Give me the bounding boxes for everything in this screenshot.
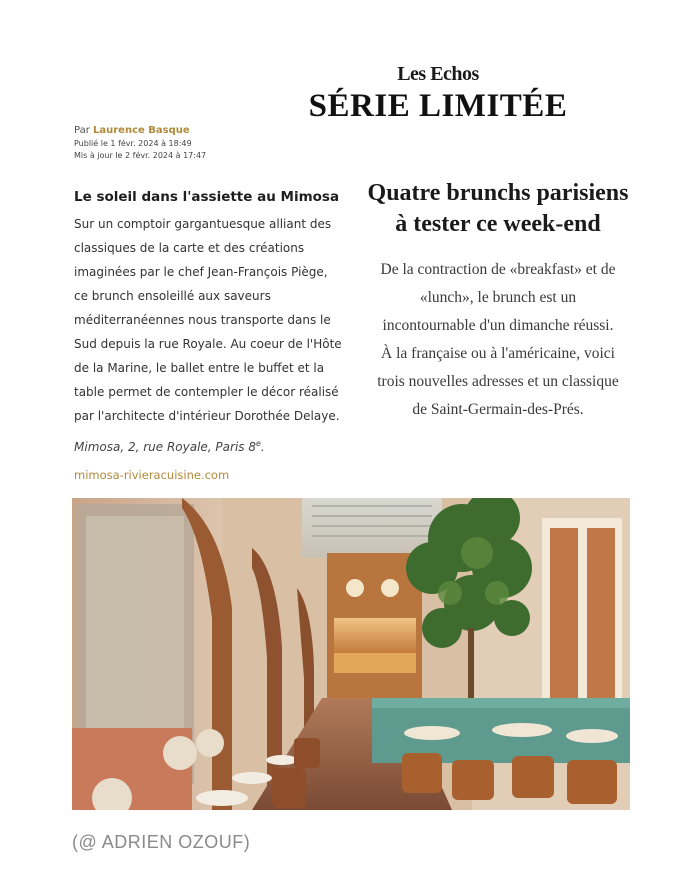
masthead bbox=[280, 62, 596, 126]
address-end: . bbox=[260, 440, 265, 454]
restaurant-address bbox=[74, 434, 356, 457]
article-meta bbox=[74, 124, 206, 162]
restaurant-section bbox=[74, 186, 356, 483]
photo-credit: (@ ADRIEN OZOUF) bbox=[72, 832, 251, 852]
author-link[interactable]: Laurence Basque bbox=[93, 125, 190, 136]
byline-prefix: Par bbox=[74, 125, 90, 136]
article-headline: Quatre brunchs parisiens à tester ce week-end bbox=[367, 180, 629, 237]
brand-logo: Les Echos bbox=[397, 63, 479, 85]
updated-date: Mis à jour le 2 févr. 2024 à 17:47 bbox=[74, 151, 207, 160]
section-title: SÉRIE LIMITÉE bbox=[308, 88, 568, 124]
published-date: Publié le 1 févr. 2024 à 18:49 bbox=[74, 139, 192, 148]
restaurant-interior-image bbox=[72, 498, 630, 810]
section-heading: Le soleil dans l'assiette au Mimosa bbox=[74, 189, 340, 205]
article-lead bbox=[352, 178, 644, 424]
restaurant-photo bbox=[72, 498, 630, 810]
address-suffix: e bbox=[256, 439, 261, 448]
byline bbox=[74, 124, 206, 138]
section-body: Sur un comptoir gargantuesque alliant des classiques de la carte et des créations imaginées par le chef Jean-François Piège, ce brunch ensoleillé aux saveurs méditerranéennes nous transporte dans le Sud depuis la rue Royale. Au coeur de l'Hôte de la Marine, le ballet entre le buffet et la table permet de contempler le décor réalisé par l'architecte d'intérieur Dorothée Delaye. bbox=[74, 217, 342, 423]
address-text: Mimosa, 2, rue Royale, Paris 8 bbox=[74, 440, 256, 454]
website-link[interactable]: mimosa-rivieracuisine.com bbox=[74, 468, 230, 482]
article-intro: De la contraction de «breakfast» et de «lunch», le brunch est un incontournable d'un dimanche réussi. À la française ou à l'américaine, voici trois nouvelles adresses et un classique de Saint-Germain-des-Prés. bbox=[377, 261, 619, 418]
